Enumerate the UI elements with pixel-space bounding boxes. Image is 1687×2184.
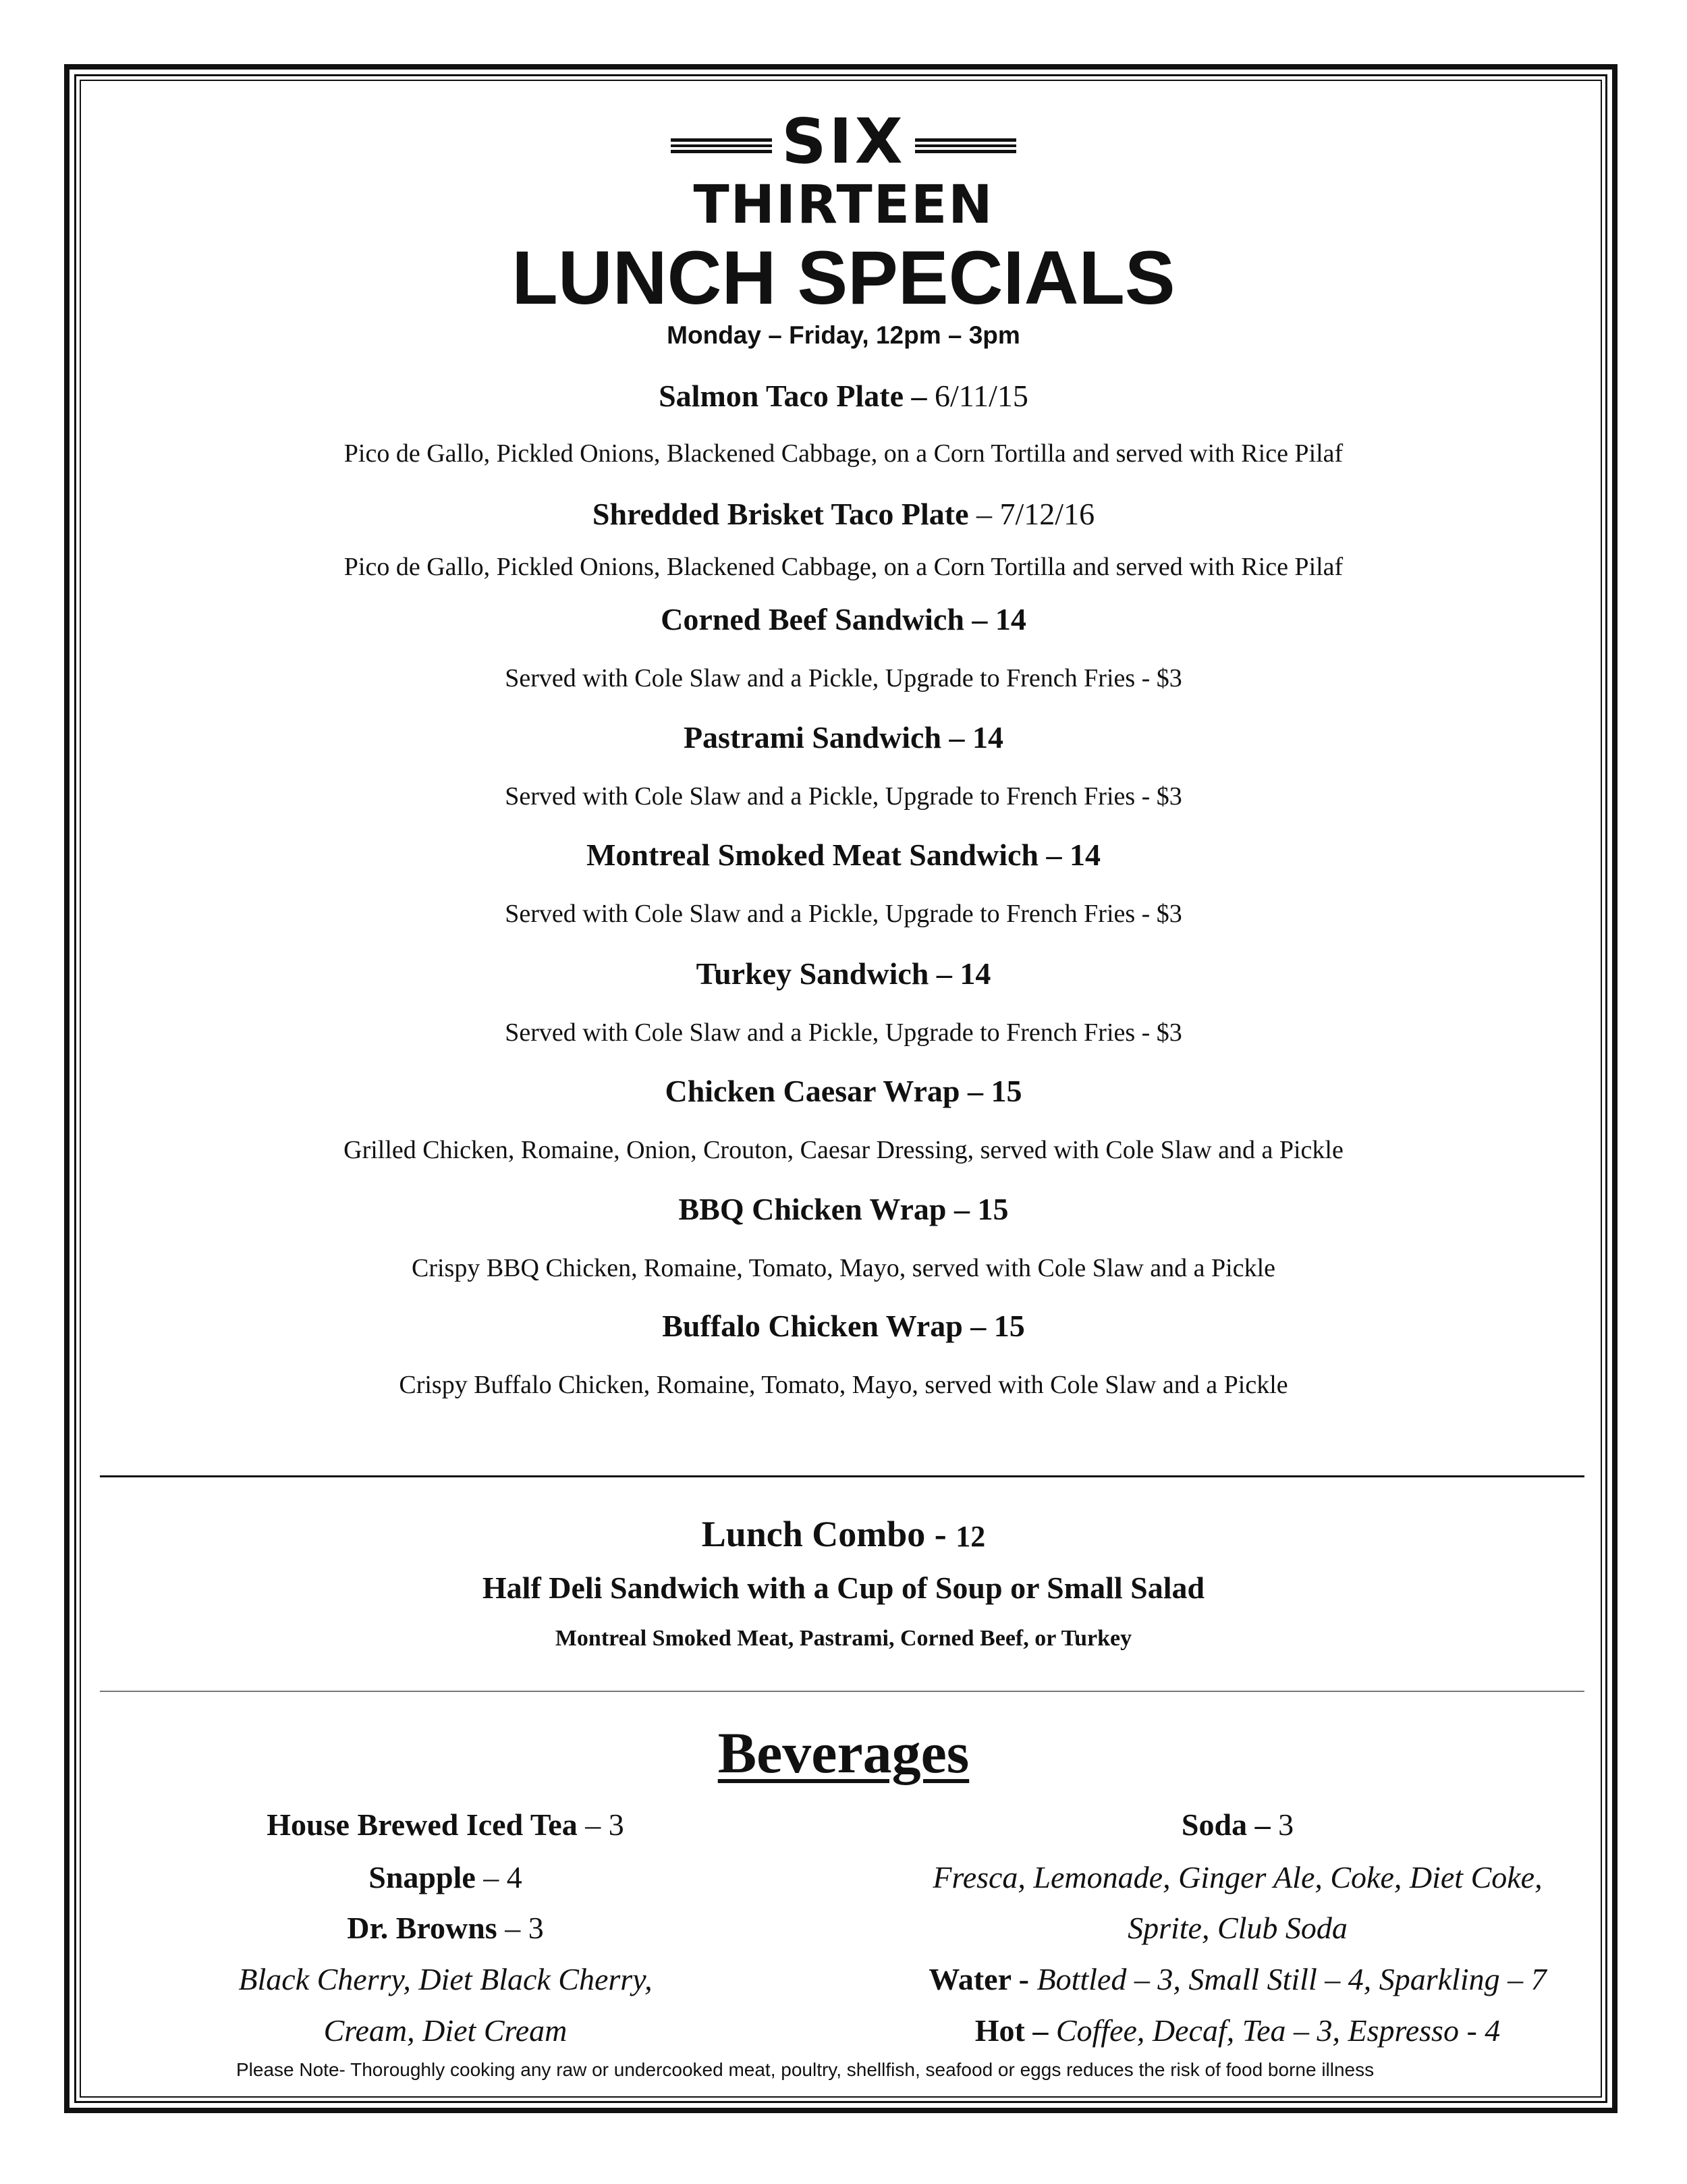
beverage-row (833, 1806, 1642, 1844)
beverage-details: Fresca, Lemonade, Ginger Ale, Coke, Diet Coke, (933, 1860, 1543, 1894)
combo-price: 12 (956, 1520, 986, 1553)
item-description: Served with Cole Slaw and a Pickle, Upgrade to French Fries - $3 (505, 900, 1182, 928)
item-description: Served with Cole Slaw and a Pickle, Upgrade to French Fries - $3 (505, 1018, 1182, 1047)
beverage-row (833, 1909, 1642, 1947)
item-name-text: Buffalo Chicken Wrap – 15 (662, 1309, 1025, 1343)
item-description: Grilled Chicken, Romaine, Onion, Crouton, Caesar Dressing, served with Cole Slaw and a Pickle (343, 1136, 1344, 1164)
item-price: 6/11/15 (935, 379, 1028, 413)
beverage-name: Water - (929, 1962, 1037, 1996)
beverage-name: Snapple (368, 1860, 476, 1894)
hours: Monday – Friday, 12pm – 3pm (667, 321, 1020, 349)
logo-thirteen: THIRTEEN (693, 175, 994, 236)
item-name-text: Salmon Taco Plate – (659, 379, 935, 413)
food-safety-note: Please Note- Thoroughly cooking any raw or undercooked meat, poultry, shellfish, seafood or eggs reduces the risk of food borne illness (236, 2059, 1375, 2080)
beverage-name: House Brewed Iced Tea (267, 1807, 578, 1842)
beverage-name: Hot – (974, 2013, 1056, 2048)
item-name-text: Pastrami Sandwich – 14 (683, 720, 1004, 755)
beverage-price: 3 (1270, 1807, 1294, 1842)
item-name-text: Shredded Brisket Taco Plate (592, 497, 977, 531)
beverage-price: – 3 (577, 1807, 624, 1842)
beverage-row (40, 1961, 850, 1998)
beverage-name: Soda – (1181, 1807, 1271, 1842)
item-description: Pico de Gallo, Pickled Onions, Blackened Cabbage, on a Corn Tortilla and served with Rice Pilaf (343, 439, 1344, 468)
page-title: LUNCH SPECIALS (511, 236, 1176, 320)
beverage-price: – 3 (497, 1911, 544, 1945)
item-name-text: Chicken Caesar Wrap – 15 (665, 1074, 1022, 1108)
item-name (0, 1307, 1687, 1345)
item-name (0, 495, 1687, 533)
beverage-row (40, 2012, 850, 2050)
item-name (0, 1191, 1687, 1228)
item-name-text: BBQ Chicken Wrap – 15 (678, 1192, 1009, 1226)
beverage-row (833, 1859, 1642, 1896)
beverage-price: – 4 (475, 1860, 522, 1894)
item-name (0, 719, 1687, 757)
divider (100, 1691, 1584, 1692)
logo-six-text: SIX (781, 105, 906, 178)
combo-options: Montreal Smoked Meat, Pastrami, Corned Beef, or Turkey (555, 1626, 1132, 1651)
beverage-row (40, 1859, 850, 1896)
item-description: Crispy BBQ Chicken, Romaine, Tomato, Mayo, served with Cole Slaw and a Pickle (411, 1254, 1276, 1282)
beverage-details: Coffee, Decaf, Tea – 3, Espresso - 4 (1055, 2013, 1501, 2048)
beverages-title-text: Beverages (717, 1720, 970, 1785)
beverage-details: Sprite, Club Soda (1128, 1911, 1348, 1945)
logo-bars-right (915, 138, 1016, 153)
combo-subtitle: Half Deli Sandwich with a Cup of Soup or Small Salad (482, 1571, 1205, 1605)
item-description: Crispy Buffalo Chicken, Romaine, Tomato, Mayo, served with Cole Slaw and a Pickle (399, 1371, 1288, 1399)
beverages-title (0, 1719, 1687, 1786)
item-description: Pico de Gallo, Pickled Onions, Blackened Cabbage, on a Corn Tortilla and served with Rice Pilaf (343, 553, 1344, 581)
item-name-text: Corned Beef Sandwich – 14 (661, 602, 1026, 636)
combo-title-text: Lunch Combo - (701, 1514, 956, 1554)
beverage-row (40, 1806, 850, 1844)
item-name (0, 1072, 1687, 1110)
beverage-name: Dr. Browns (347, 1911, 497, 1945)
item-name (0, 377, 1687, 415)
beverage-row (40, 1909, 850, 1947)
item-price: – 7/12/16 (976, 497, 1095, 531)
logo-six (0, 105, 1687, 178)
item-name (0, 601, 1687, 638)
beverage-row (833, 2012, 1642, 2050)
combo-title (0, 1514, 1687, 1557)
beverage-details: Bottled – 3, Small Still – 4, Sparkling – 7 (1036, 1962, 1547, 1996)
item-name-text: Montreal Smoked Meat Sandwich – 14 (586, 838, 1101, 872)
item-description: Served with Cole Slaw and a Pickle, Upgrade to French Fries - $3 (505, 664, 1182, 692)
logo-bars-left (671, 138, 772, 153)
item-name (0, 955, 1687, 993)
item-name-text: Turkey Sandwich – 14 (696, 956, 991, 991)
beverage-details: Cream, Diet Cream (323, 2013, 568, 2048)
item-description: Served with Cole Slaw and a Pickle, Upgrade to French Fries - $3 (505, 782, 1182, 811)
beverage-row (833, 1961, 1642, 1998)
divider (100, 1475, 1584, 1477)
item-name (0, 836, 1687, 874)
beverage-details: Black Cherry, Diet Black Cherry, (238, 1962, 653, 1996)
